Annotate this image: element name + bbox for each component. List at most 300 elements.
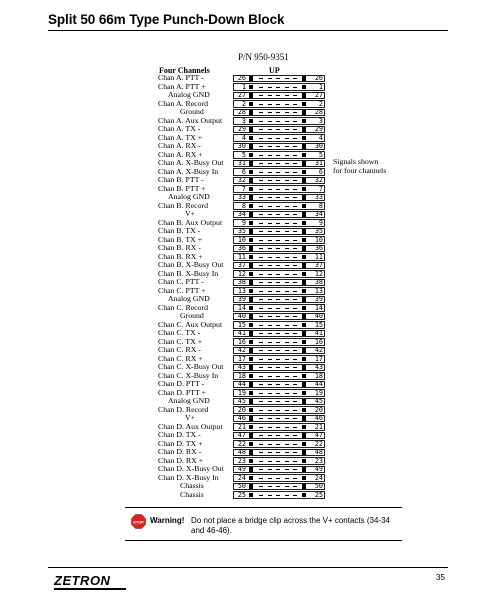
signal-label: Chan B. Aux Output [158,217,223,227]
left-pin-number: 24 [237,473,246,482]
left-pin-number: 20 [237,405,246,414]
bridge-dash [285,214,289,215]
left-terminal [249,357,253,362]
bridge-dash [285,435,289,436]
bridge-dash [276,265,280,266]
signal-label: Chan B. Record [158,200,209,210]
bridge-dash [268,257,272,258]
pin-row [0,491,485,500]
pin-row [0,321,485,330]
left-pin-number: 29 [237,125,246,133]
pin-row [0,372,485,381]
bridge-dash [293,223,297,224]
signal-label: Chan B. X-Busy Out [158,260,224,269]
logo-underline [54,588,126,590]
bridge-dash [293,325,297,326]
bridge-dash [285,112,289,113]
left-pin-number: 36 [237,244,246,252]
bridge-dash [285,189,289,190]
left-terminal [249,229,253,234]
pin-row [0,202,485,211]
left-pin-number: 4 [241,133,246,142]
left-pin-number: 35 [237,227,246,235]
bridge-dash [285,248,289,249]
pin-row [0,278,485,287]
bridge-dash [293,265,297,266]
pin-row [0,134,485,143]
bridge-dash [293,308,297,309]
left-terminal [249,331,253,336]
bridge-dash [293,461,297,462]
bridge-dash [293,197,297,198]
bridge-dash [268,333,272,334]
right-pin-number: 5 [318,150,323,159]
left-pin-number: 12 [237,269,246,278]
left-terminal [249,323,253,328]
pin-row [0,159,485,168]
right-terminal [302,144,306,149]
left-terminal [249,161,253,166]
bridge-dash [293,435,297,436]
bridge-dash [293,240,297,241]
bridge-dash [293,104,297,105]
bridge-dash [268,240,272,241]
left-terminal [249,136,253,141]
bridge-dash [259,138,263,139]
right-pin-number: 18 [314,371,323,380]
bridge-dash [268,469,272,470]
left-pin-number: 38 [237,278,246,286]
bridge-dash [293,274,297,275]
left-pin-number: 47 [237,431,246,439]
right-pin-number: 16 [314,337,323,346]
bridge-dash [276,248,280,249]
warning-top-rule [125,507,402,508]
bridge-dash [276,461,280,462]
bridge-dash [276,486,280,487]
bridge-dash [293,333,297,334]
pin-row [0,117,485,126]
pin-row [0,83,485,92]
pin-row [0,423,485,432]
bridge-dash [285,129,289,130]
bridge-dash [268,206,272,207]
signal-label: Analog GND [168,396,210,405]
left-terminal [249,399,253,404]
bridge-dash [276,231,280,232]
bridge-dash [276,129,280,130]
bridge-dash [293,87,297,88]
bridge-dash [276,180,280,181]
bridge-dash [259,274,263,275]
bridge-dash [285,359,289,360]
bridge-dash [268,410,272,411]
bridge-dash [268,189,272,190]
right-pin-number: 30 [314,142,323,150]
signal-label: Chan A. PTT + [158,81,206,91]
left-pin-number: 10 [237,235,246,244]
signal-label: V+ [185,209,196,218]
right-pin-number: 27 [314,91,323,99]
bridge-dash [276,189,280,190]
right-terminal [302,229,306,234]
right-terminal [302,272,306,277]
bridge-dash [293,486,297,487]
pin-row [0,151,485,160]
pin-row [0,108,485,117]
left-terminal [249,416,253,421]
signal-label: Ground [180,311,204,320]
right-pin-number: 23 [314,456,323,465]
bridge-dash [285,478,289,479]
bridge-dash [268,427,272,428]
left-pin-number: 8 [241,201,246,210]
signal-label: Chan B. RX - [158,243,201,252]
right-terminal [302,484,306,489]
left-terminal [249,289,253,294]
bridge-dash [268,197,272,198]
left-pin-number: 3 [241,116,246,125]
signal-label: Chan A. RX - [158,141,201,150]
signal-label: Chan C. Record [158,302,209,312]
bridge-dash [276,87,280,88]
left-terminal [249,76,253,81]
bridge-dash [259,486,263,487]
bridge-dash [285,197,289,198]
right-pin-number: 6 [318,167,323,176]
right-terminal [302,195,306,200]
pin-row [0,406,485,415]
bridge-dash [268,350,272,351]
bridge-dash [259,359,263,360]
bridge-dash [276,138,280,139]
right-pin-number: 49 [314,465,323,473]
bridge-dash [259,410,263,411]
left-pin-number: 28 [237,108,246,116]
pin-row [0,448,485,457]
bridge-dash [285,78,289,79]
signal-label: Analog GND [168,192,210,201]
left-terminal [249,484,253,489]
bridge-dash [276,155,280,156]
left-pin-number: 7 [241,184,246,193]
bridge-dash [268,78,272,79]
right-terminal [302,323,306,328]
left-terminal [249,391,253,396]
bridge-dash [293,214,297,215]
left-terminal [249,212,253,217]
right-pin-number: 35 [314,227,323,235]
left-terminal [249,374,253,379]
signal-label: Chan A. PTT - [158,73,204,82]
left-pin-number: 42 [237,346,246,354]
right-pin-number: 19 [314,388,323,397]
right-pin-number: 21 [314,422,323,431]
left-terminal [249,348,253,353]
right-terminal [302,119,306,124]
bridge-dash [293,172,297,173]
right-pin-number: 17 [314,354,323,363]
bridge-dash [293,401,297,402]
bridge-dash [276,444,280,445]
right-terminal [302,459,306,464]
right-pin-number: 8 [318,201,323,210]
right-terminal [302,263,306,268]
bridge-dash [276,223,280,224]
bridge-dash [285,410,289,411]
right-terminal [302,246,306,251]
bridge-dash [276,469,280,470]
right-pin-number: 44 [314,380,323,388]
right-pin-number: 41 [314,329,323,337]
bridge-dash [259,163,263,164]
bridge-dash [268,95,272,96]
signal-label: Chan D. TX - [158,430,201,439]
bridge-dash [285,469,289,470]
page-number: 35 [436,573,445,582]
bridge-dash [259,121,263,122]
bridge-dash [276,316,280,317]
bridge-dash [276,274,280,275]
left-pin-number: 34 [237,210,246,218]
bridge-dash [293,95,297,96]
pin-row [0,363,485,372]
left-pin-number: 18 [237,371,246,380]
left-terminal [249,127,253,132]
bridge-dash [276,121,280,122]
bridge-dash [285,299,289,300]
left-pin-number: 31 [237,159,246,167]
bridge-dash [268,112,272,113]
bridge-dash [293,469,297,470]
bridge-dash [285,427,289,428]
right-terminal [302,382,306,387]
bridge-dash [276,163,280,164]
bridge-dash [276,325,280,326]
left-terminal [249,170,253,175]
bridge-dash [285,291,289,292]
bridge-dash [259,248,263,249]
signal-label: Chan D. RX - [158,447,202,456]
bridge-dash [285,265,289,266]
right-terminal [302,340,306,345]
signal-label: Chan D. PTT + [158,387,207,397]
right-terminal [302,450,306,455]
right-terminal [302,127,306,132]
pin-row [0,125,485,134]
left-pin-number: 33 [237,193,246,201]
left-pin-number: 19 [237,388,246,397]
bridge-dash [276,384,280,385]
right-terminal [302,110,306,115]
left-pin-number: 37 [237,261,246,269]
bridge-dash [293,495,297,496]
pin-row [0,414,485,423]
bridge-dash [259,240,263,241]
bridge-dash [268,146,272,147]
left-pin-number: 2 [241,99,246,108]
bridge-dash [259,129,263,130]
left-pin-number: 13 [237,286,246,295]
bridge-dash [259,172,263,173]
bridge-dash [293,350,297,351]
right-terminal [302,442,306,447]
left-terminal [249,306,253,311]
right-pin-number: 4 [318,133,323,142]
left-terminal [249,365,253,370]
bridge-dash [259,78,263,79]
bridge-dash [268,444,272,445]
bridge-dash [259,461,263,462]
bridge-dash [268,291,272,292]
bridge-dash [285,376,289,377]
bridge-dash [259,257,263,258]
bridge-dash [276,435,280,436]
left-pin-number: 49 [237,465,246,473]
bridge-dash [259,427,263,428]
bridge-dash [259,155,263,156]
pin-row [0,270,485,279]
left-pin-number: 16 [237,337,246,346]
left-pin-number: 5 [241,150,246,159]
bridge-dash [259,495,263,496]
bridge-dash [259,282,263,283]
pin-row [0,346,485,355]
left-pin-number: 9 [241,218,246,227]
signal-label: Chan A. X-Busy In [158,166,219,176]
bridge-dash [268,121,272,122]
signal-label: Chan C. TX + [158,336,203,346]
pin-row [0,168,485,177]
left-pin-number: 30 [237,142,246,150]
right-terminal [302,76,306,81]
bridge-dash [285,138,289,139]
zetron-logo: ZETRON [54,573,111,588]
signal-label: Chan D. X-Busy In [158,472,219,482]
bridge-dash [285,452,289,453]
signal-label: Chan B. PTT + [158,183,206,193]
warning-label: Warning! [150,516,185,525]
signal-label: Chassis [180,489,204,499]
right-terminal [302,93,306,98]
left-pin-number: 44 [237,380,246,388]
pin-row [0,253,485,262]
bridge-dash [259,87,263,88]
bridge-dash [285,418,289,419]
bridge-dash [268,180,272,181]
right-pin-number: 37 [314,261,323,269]
right-terminal [302,399,306,404]
pin-row [0,482,485,491]
bridge-dash [293,393,297,394]
left-terminal [249,272,253,277]
bridge-dash [293,452,297,453]
pin-row [0,465,485,474]
bridge-dash [285,461,289,462]
pin-row [0,397,485,406]
bridge-dash [285,367,289,368]
signal-label: Chan A. Record [158,98,209,108]
bridge-dash [268,274,272,275]
bridge-dash [259,95,263,96]
right-pin-number: 50 [314,482,323,490]
left-pin-number: 46 [237,414,246,422]
bridge-dash [293,138,297,139]
bridge-dash [259,223,263,224]
bridge-dash [276,172,280,173]
bridge-dash [276,410,280,411]
bridge-dash [276,393,280,394]
right-pin-number: 42 [314,346,323,354]
bridge-dash [276,78,280,79]
pin-row [0,312,485,321]
right-pin-number: 46 [314,414,323,422]
bridge-dash [276,350,280,351]
bridge-dash [268,486,272,487]
pin-row [0,338,485,347]
footer-divider [48,567,448,568]
signal-label: Chan C. X-Busy Out [158,362,224,371]
left-terminal [249,187,253,192]
bridge-dash [276,342,280,343]
bridge-dash [268,129,272,130]
bridge-dash [268,214,272,215]
bridge-dash [268,104,272,105]
warning-bottom-rule [125,540,402,541]
right-terminal [302,136,306,141]
bridge-dash [259,299,263,300]
bridge-dash [285,95,289,96]
right-pin-number: 7 [318,184,323,193]
bridge-dash [293,444,297,445]
bridge-dash [268,401,272,402]
signal-label: Chan B. TX - [158,226,201,235]
bridge-dash [293,418,297,419]
right-pin-number: 2 [318,99,323,108]
bridge-dash [259,469,263,470]
left-pin-number: 41 [237,329,246,337]
pin-row [0,193,485,202]
right-terminal [302,433,306,438]
pin-row [0,287,485,296]
bridge-dash [259,231,263,232]
right-terminal [302,178,306,183]
pin-row [0,74,485,83]
bridge-dash [276,214,280,215]
bridge-dash [276,112,280,113]
right-pin-number: 32 [314,176,323,184]
up-header: UP [269,66,280,75]
pin-row [0,236,485,245]
bridge-dash [293,427,297,428]
left-terminal [249,425,253,430]
pin-row [0,474,485,483]
right-terminal [302,280,306,285]
bridge-dash [293,299,297,300]
right-terminal [302,187,306,192]
bridge-dash [285,308,289,309]
left-pin-number: 43 [237,363,246,371]
left-terminal [249,102,253,107]
left-terminal [249,467,253,472]
signal-label: Chan D. TX + [158,438,203,448]
bridge-dash [293,367,297,368]
pin-row [0,227,485,236]
bridge-dash [276,146,280,147]
bridge-dash [285,350,289,351]
bridge-dash [268,461,272,462]
bridge-dash [293,189,297,190]
